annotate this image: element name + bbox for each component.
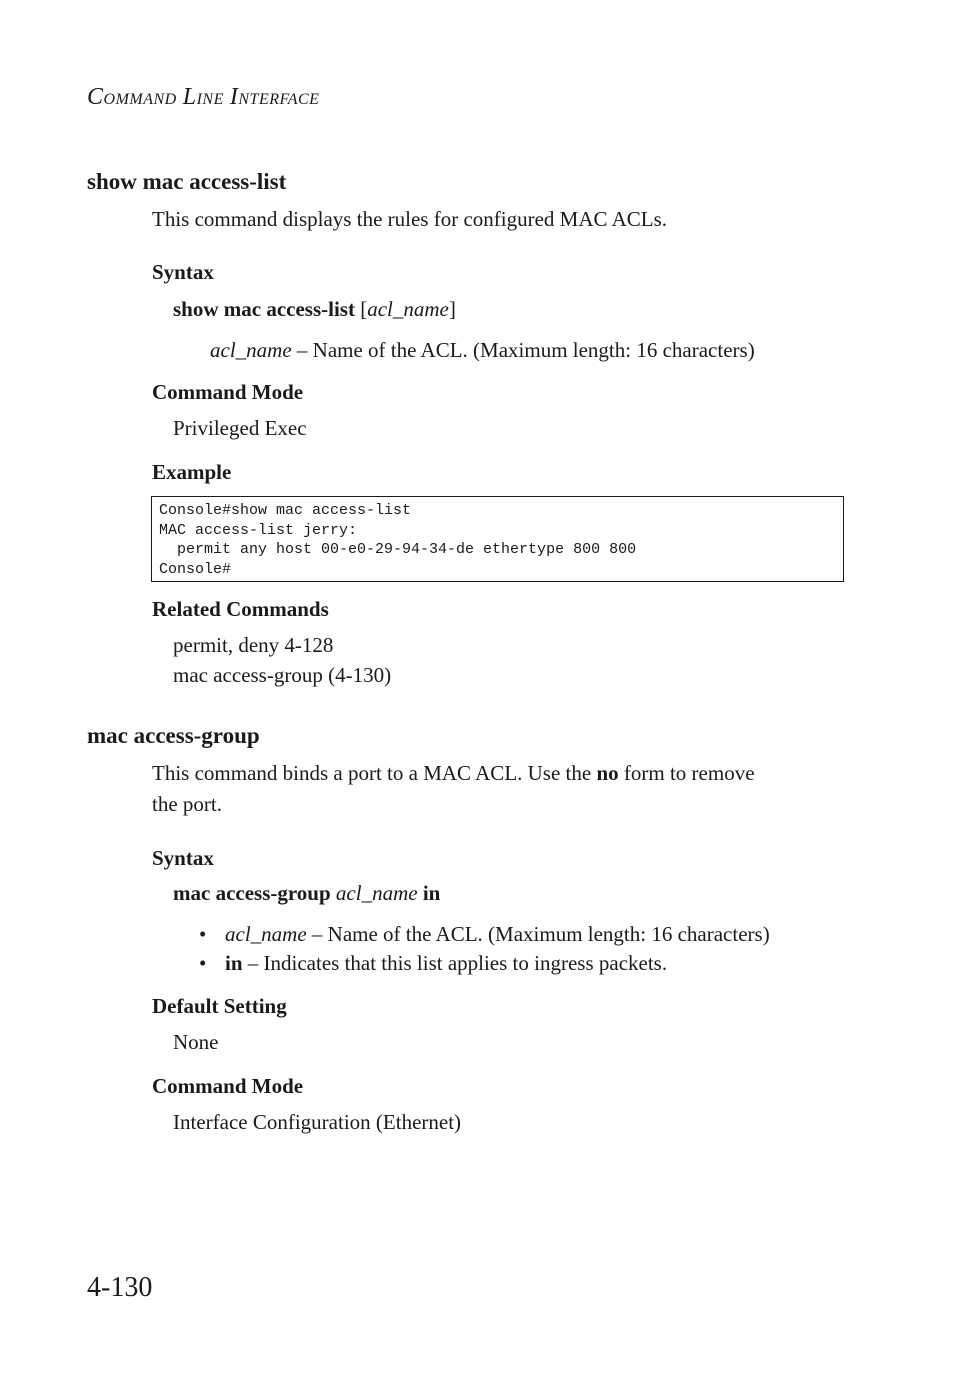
- section1-command-mode-value: Privileged Exec: [173, 416, 307, 440]
- bullet-dot: •: [199, 922, 207, 946]
- section1-syntax-heading: Syntax: [152, 260, 214, 284]
- section1-syntax-line: show mac access-list [acl_name]: [173, 297, 456, 321]
- section1-example-heading: Example: [152, 460, 232, 484]
- page-number: 4-130: [87, 1272, 153, 1303]
- code-line: Console#: [159, 560, 232, 578]
- section2-syntax-line: mac access-group acl_name in: [173, 881, 441, 905]
- related-command-item: mac access-group (4-130): [173, 663, 392, 687]
- bullet-dot: •: [199, 951, 207, 975]
- running-header: COMMAND LINE INTERFACE: [87, 84, 320, 110]
- section-title-mac-access-group: mac access-group: [87, 723, 260, 748]
- section1-related-heading: Related Commands: [152, 597, 329, 621]
- section2-default-value: None: [173, 1030, 219, 1054]
- section2-description-line1: This command binds a port to a MAC ACL. Use the no form to remove: [152, 761, 755, 785]
- section1-description: This command displays the rules for configured MAC ACLs.: [152, 207, 668, 231]
- section2-command-mode-heading: Command Mode: [152, 1074, 304, 1098]
- section1-parameter: acl_name – Name of the ACL. (Maximum length: 16 characters): [210, 338, 755, 362]
- section1-command-mode-heading: Command Mode: [152, 380, 304, 404]
- section2-description-line2: the port.: [152, 792, 222, 816]
- related-command-item: permit, deny 4-128: [173, 633, 334, 657]
- example-code-box: [151, 496, 844, 582]
- code-line: Console#show mac access-list: [159, 502, 412, 519]
- code-line: permit any host 00-e0-29-94-34-de ethertype 800 800: [159, 541, 637, 558]
- code-line: MAC access-list jerry:: [159, 521, 358, 539]
- section2-command-mode-value: Interface Configuration (Ethernet): [173, 1110, 462, 1134]
- section2-default-heading: Default Setting: [152, 994, 287, 1018]
- section-title-show-mac-access-list: show mac access-list: [87, 169, 287, 194]
- bullet-item: acl_name – Name of the ACL. (Maximum length: 16 characters): [225, 922, 770, 946]
- bullet-item: in – Indicates that this list applies to ingress packets.: [225, 951, 668, 975]
- section2-syntax-heading: Syntax: [152, 846, 214, 870]
